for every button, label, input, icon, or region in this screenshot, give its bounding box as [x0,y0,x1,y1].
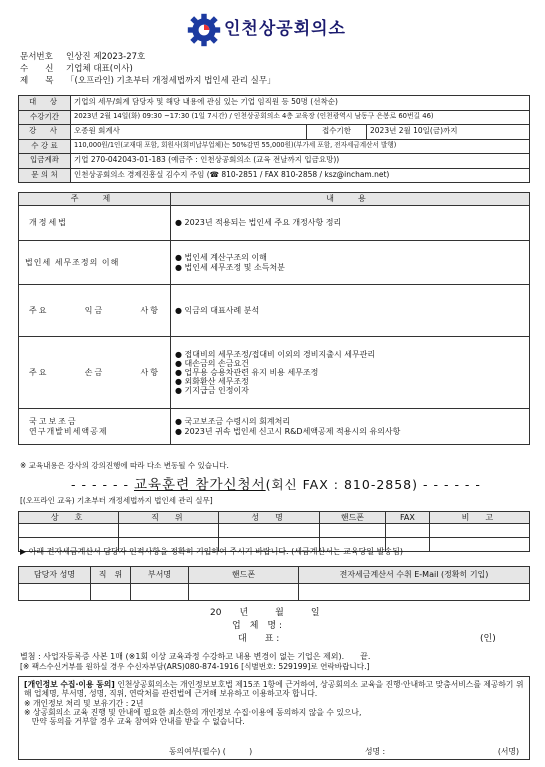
consent-field[interactable]: 동의여부(필수) ( ) [169,746,253,756]
course-lecturer: 오종원 회계사 [71,125,307,140]
course-period: 2023년 2월 14일(화) 09:30 ~17:30 (1일 7시간) / 인천상공회의소 4층 교육장 (인천광역시 남동구 은봉로 60번길 46) [71,110,530,125]
curriculum-table: 주 제 내 용 개정세법 ● 2023년 적용되는 법인세 주요 개정사항 정리 법인세 세무조정의 이해 ● 법인세 계산구조의 이해 ● 법인세 세무조정 및 소득처분 주요 익금 사항 ● 익금의 대표사례 분석 주요 손금 사항 ● 접대비의 세무조정/접대비 이외의 경비지출시 세무관리 ● 대손금의 손금요건 ● 업무용 승용차관련 유지 비용 세무조정 ● 외화환산 세무조정 ● 기지급금 인정이자 국고보조금 연구개발비세액공제 ● 국고보조금 수령시의 회계처리 ● 2023년 귀속 법인세 신고시 R&D세액공제 적용시의 유의사항 [18,192,530,445]
name-field[interactable]: 성명 : [364,746,386,756]
content-item: ● 2023년 적용되는 법인세 주요 개정사항 정리 [175,218,525,227]
org-logo [186,12,346,48]
application-title: - - - - - - 교육훈련 참가신청서(회신 FAX : 810-2858) - - - - - - [71,477,481,493]
course-deadline: 2023년 2월 10일(금)까지 [367,125,530,140]
topic: 주요 손금 사항 [19,337,171,409]
meta-row-recipient: 수 신 기업체 대표(이사) [20,64,133,75]
tax-contact-table: 담당자 성명 직 위 부서명 핸드폰 전자세금계산서 수취 E-Mail (정확히 기입) [18,566,530,601]
topic: 개정세법 [19,206,171,241]
signature-field[interactable]: (서명) [497,746,519,756]
privacy-consent-box: [개인정보 수집·이용 동의] 인천상공회의소는 개인정보보호법 제15조 1항에 근거하여, 상공회의소 교육을 진행·안내하고 맞춤서비스를 제공하기 위해 업체명, 부서명, 성명, 직위, 연락처를 관련법에 근거해 보유하고 이용하고자 합니다. ※ 개인정보 처리 및 보유기간 : 2년 ※ 상공회의소 교육 진행 및 안내에 필요한 최소한의 개인정보 수집·이용에 동의하지 않을 수 있으나, 만약 동의를 거부할 경우 교육 참여와 안내를 받을 수 없습니다. 동의여부(필수) ( ) 성명 : (서명) [18,676,530,760]
tax-invoice-note: ▶ 아래 전자세금계산서 담당자 인적사항을 정확히 기입하여 주시기 바랍니다. (세금계산서는 교육당일 발송됨) [20,547,403,556]
meta-row-subject: 제 목 「(오프라인) 기초부터 개정세법까지 법인세 관리 실무」 [20,76,276,87]
meta-row-doc-no: 문서번호 인상진 제2023-27호 [20,52,146,63]
topic: 법인세 세무조정의 이해 [19,241,171,285]
course-fee: 110,000원/1인(교재대 포함, 회원사(회비납부업체)는 50%감면 55,000원)(부가세 포함, 전자세금계산서 발행) [71,139,530,154]
gear-logo-icon [186,12,222,48]
course-info-table: 대 상 기업의 세무/회계 담당자 및 해당 내용에 관심 있는 기업 임직원 등 50명 (선착순) 수강기간 2023년 2월 14일(화) 09:30 ~17:30 (1일 7시간) / 인천상공회의소 4층 교육장 (인천광역시 남동구 은봉로 60번길 46) 강 사 오종원 회계사 접수기한 2023년 2월 10일(금)까지 수 강 료 110,000원/1인(교재대 포함, 회원사(회비납부업체)는 50%감면 55,000원)(부가세 포함, 전자세금계산서 발행) 입금계좌 기업 270-042043-01-183 (예금주 : 인천상공회의소 (교육 전날까지 입금요망)) 문 의 처 인천상공회의소 경제진흥실 김수지 주임 (☎ 810-2851 / FAX 810-2858 / ksz@incham.net) [18,95,530,183]
topic: 국고보조금 연구개발비세액공제 [19,409,171,445]
course-contact: 인천상공회의소 경제진흥실 김수지 주임 (☎ 810-2851 / FAX 810-2858 / ksz@incham.net) [71,168,530,183]
cell-input[interactable] [19,524,119,538]
notice: ※ 교육내용은 강사의 강의진행에 따라 다소 변동될 수 있습니다. [20,461,229,470]
course-target: 기업의 세무/회계 담당자 및 해당 내용에 관심 있는 기업 임직원 등 50명 (선착순) [71,96,530,111]
attachment-note: 별첨 : 사업자등록증 사본 1매 (※1회 이상 교육과정 수강하고 내용 변경이 없는 기업은 제외). 끝. [20,652,371,661]
date-line: 20 년 월 일 [210,608,320,618]
document-meta [20,52,276,88]
seal-mark: (인) [480,634,496,644]
company-label: 업 체 명 : [232,621,282,631]
rep-label: 대 표 : [238,634,280,644]
application-subtitle: [(오프라인 교육) 기초부터 개정세법까지 법인세 관리 실무] [20,496,213,505]
applicant-table: 상 호 직 위 성 명 핸드폰 FAX 비 고 [18,511,530,552]
fax-optout-note: [※ 팩스수신거부를 원하실 경우 수신자부담(ARS)080-874-1916 [식별번호: 529199]로 연락바랍니다.] [20,662,370,671]
org-name: 인천상공회의소 [224,19,346,40]
topic: 주요 익금 사항 [19,285,171,337]
course-account: 기업 270-042043-01-183 (예금주 : 인천상공회의소 (교육 전날까지 입금요망)) [71,154,530,169]
